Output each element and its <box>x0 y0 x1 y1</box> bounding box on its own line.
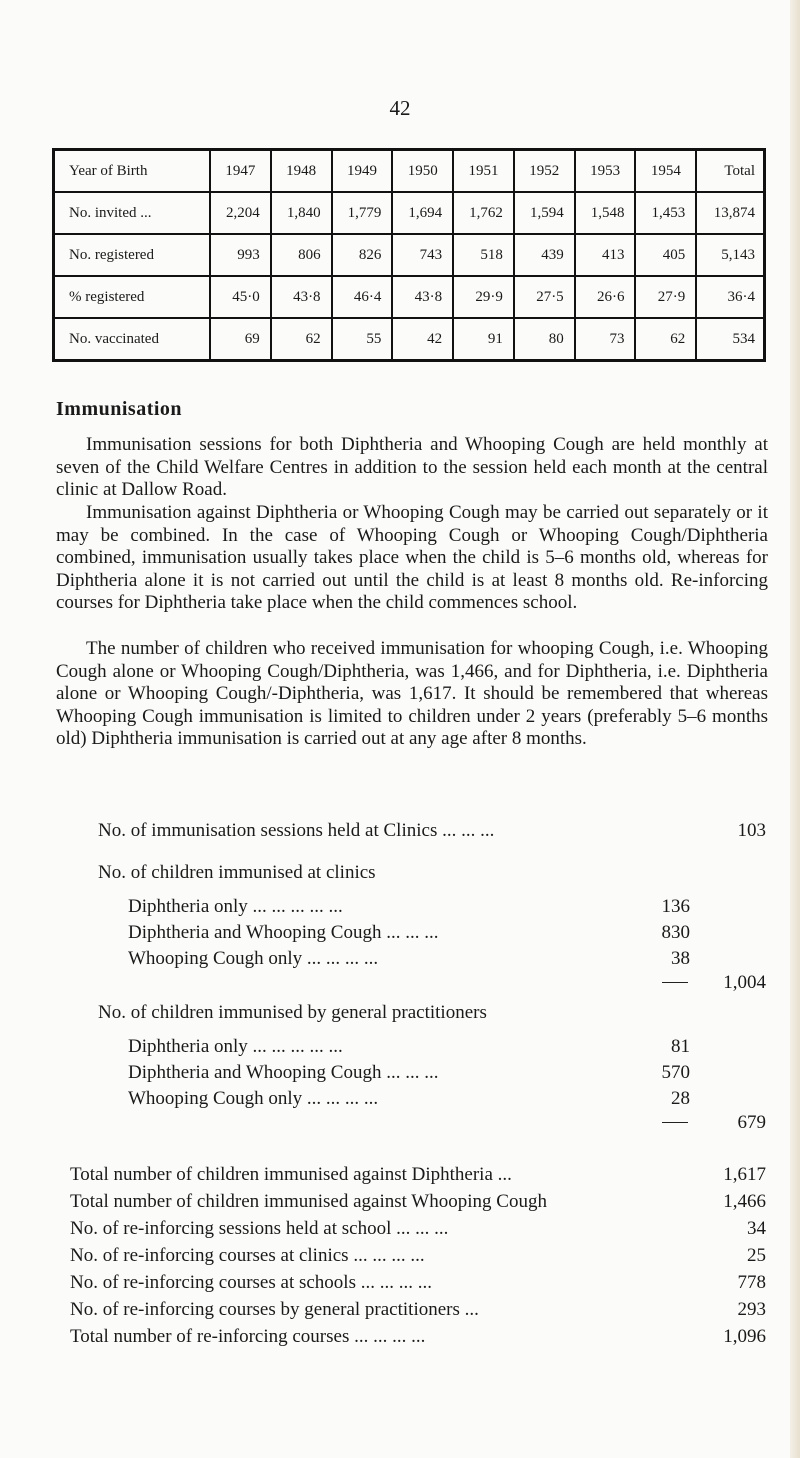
table-cell: 26·6 <box>575 276 636 318</box>
table-cell: 2,204 <box>210 192 271 234</box>
total-row <box>0 1162 800 1188</box>
summary-row <box>0 920 800 946</box>
table-row <box>54 192 765 234</box>
total-cell: 5,143 <box>696 234 764 276</box>
total-row <box>0 1270 800 1296</box>
paragraph: The number of children who received immunisation for whooping Cough, i.e. Whooping Cough alone or Whooping Cough/Diphtheria, was 1,466, and for Diphtheria, i.e. Diphtheria alone or Whooping Cough/-Diphtheria, was 1,617. It should be remembered that whereas Whooping Cough immunisation is limited to children under 2 years (preferably 5–6 months old) Diphtheria immunisation is carried out at any age after 8 months. <box>56 638 768 749</box>
total-label: No. of re-inforcing sessions held at school ... ... ... <box>70 1218 449 1239</box>
total-label: Total number of re-inforcing courses ... ... ... ... <box>70 1326 426 1347</box>
paragraph: Immunisation against Diphtheria or Whooping Cough may be carried out separately or it may be combined. In the case of Whooping Cough or Whooping Cough/Diphtheria combined, immunisation usually takes place when the child is 5–6 months old, whereas for Diphtheria alone it is not carried out until the child is at least 8 months old. Re-inforcing courses for Diphtheria take place when the child commences school. <box>56 502 768 613</box>
summary-row <box>0 1060 800 1086</box>
total-cell: 534 <box>696 318 764 361</box>
summary-row <box>0 1034 800 1060</box>
row-label: No. vaccinated <box>54 318 211 361</box>
table-cell: 43·8 <box>271 276 332 318</box>
year-header: 1953 <box>575 150 636 193</box>
table-cell: 1,840 <box>271 192 332 234</box>
total-value: 1,096 <box>723 1326 766 1347</box>
total-label: No. of re-inforcing courses by general practitioners ... <box>70 1299 479 1320</box>
table-row <box>54 276 765 318</box>
total-row <box>0 1216 800 1242</box>
summary-value: 830 <box>661 922 690 943</box>
total-label: Total number of children immunised against Diphtheria ... <box>70 1164 512 1185</box>
year-header: 1949 <box>332 150 393 193</box>
total-label: No. of re-inforcing courses at schools ... ... ... ... <box>70 1272 432 1293</box>
table-cell: 27·9 <box>635 276 696 318</box>
table-cell: 826 <box>332 234 393 276</box>
total-value: 1,617 <box>723 1164 766 1185</box>
table-cell: 439 <box>514 234 575 276</box>
page-edge <box>790 0 800 1458</box>
table-cell: 1,548 <box>575 192 636 234</box>
total-value: 1,466 <box>723 1191 766 1212</box>
table-cell: 73 <box>575 318 636 361</box>
table-cell: 993 <box>210 234 271 276</box>
summary-row <box>0 946 800 972</box>
table-cell: 1,694 <box>392 192 453 234</box>
summary-value: 103 <box>737 820 766 841</box>
subtotal-rule <box>662 1122 688 1123</box>
total-row <box>0 1189 800 1215</box>
table-cell: 1,762 <box>453 192 514 234</box>
total-value: 34 <box>747 1218 766 1239</box>
year-header: 1951 <box>453 150 514 193</box>
table-cell: 62 <box>635 318 696 361</box>
total-cell: 36·4 <box>696 276 764 318</box>
table-cell: 518 <box>453 234 514 276</box>
row-label: No. invited ... <box>54 192 211 234</box>
total-cell: 13,874 <box>696 192 764 234</box>
year-header: 1954 <box>635 150 696 193</box>
row-label: % registered <box>54 276 211 318</box>
section-heading: Immunisation <box>56 398 183 420</box>
summary-label: Diphtheria only ... ... ... ... ... <box>128 1036 343 1057</box>
table-cell: 743 <box>392 234 453 276</box>
summary-value: 38 <box>671 948 690 969</box>
summary-label: Diphtheria and Whooping Cough ... ... ... <box>128 1062 439 1083</box>
summary-label: Whooping Cough only ... ... ... ... <box>128 948 379 969</box>
summary-label: Diphtheria and Whooping Cough ... ... ... <box>128 922 439 943</box>
summary-label: Whooping Cough only ... ... ... ... <box>128 1088 379 1109</box>
paragraph: Immunisation sessions for both Diphtheria and Whooping Cough are held monthly at seven of the Child Welfare Centres in addition to the session held each month at the central clinic at Dallow Road. <box>56 434 768 500</box>
total-row <box>0 1243 800 1269</box>
table-cell: 46·4 <box>332 276 393 318</box>
table-cell: 413 <box>575 234 636 276</box>
table-cell: 62 <box>271 318 332 361</box>
year-header: 1948 <box>271 150 332 193</box>
table-cell: 405 <box>635 234 696 276</box>
subtotal-row <box>0 970 800 996</box>
table-cell: 45·0 <box>210 276 271 318</box>
table-cell: 69 <box>210 318 271 361</box>
total-row <box>0 1324 800 1350</box>
summary-row <box>0 1086 800 1112</box>
table-cell: 1,453 <box>635 192 696 234</box>
total-row <box>0 1297 800 1323</box>
year-header: 1952 <box>514 150 575 193</box>
total-value: 778 <box>737 1272 766 1293</box>
table-cell: 43·8 <box>392 276 453 318</box>
summary-label: No. of children immunised at clinics <box>98 862 376 883</box>
summary-row <box>0 860 800 886</box>
table-cell: 806 <box>271 234 332 276</box>
summary-row <box>0 1000 800 1026</box>
table-cell: 1,779 <box>332 192 393 234</box>
summary-value: 570 <box>661 1062 690 1083</box>
table-cell: 29·9 <box>453 276 514 318</box>
table-cell: 42 <box>392 318 453 361</box>
subtotal-value: 1,004 <box>723 972 766 993</box>
total-value: 293 <box>737 1299 766 1320</box>
total-label: No. of re-inforcing courses at clinics ... ... ... ... <box>70 1245 425 1266</box>
table-cell: 91 <box>453 318 514 361</box>
summary-value: 136 <box>661 896 690 917</box>
vaccination-table <box>52 148 766 362</box>
table-cell: 27·5 <box>514 276 575 318</box>
table-header-row <box>54 150 765 193</box>
table-cell: 1,594 <box>514 192 575 234</box>
total-header: Total <box>696 150 764 193</box>
summary-label: Diphtheria only ... ... ... ... ... <box>128 896 343 917</box>
summary-row <box>0 894 800 920</box>
summary-value: 81 <box>671 1036 690 1057</box>
summary-label: No. of children immunised by general practitioners <box>98 1002 487 1023</box>
page-number: 42 <box>389 96 411 120</box>
year-header: 1947 <box>210 150 271 193</box>
summary-row <box>0 818 800 844</box>
subtotal-row <box>0 1110 800 1136</box>
summary-value: 28 <box>671 1088 690 1109</box>
total-label: Total number of children immunised against Whooping Cough <box>70 1191 547 1212</box>
row-label: No. registered <box>54 234 211 276</box>
total-value: 25 <box>747 1245 766 1266</box>
header-label: Year of Birth <box>54 150 211 193</box>
year-header: 1950 <box>392 150 453 193</box>
table-cell: 55 <box>332 318 393 361</box>
summary-label: No. of immunisation sessions held at Clinics ... ... ... <box>98 820 495 841</box>
subtotal-rule <box>662 982 688 983</box>
table-row <box>54 318 765 361</box>
subtotal-value: 679 <box>737 1112 766 1133</box>
table-row <box>54 234 765 276</box>
table-cell: 80 <box>514 318 575 361</box>
